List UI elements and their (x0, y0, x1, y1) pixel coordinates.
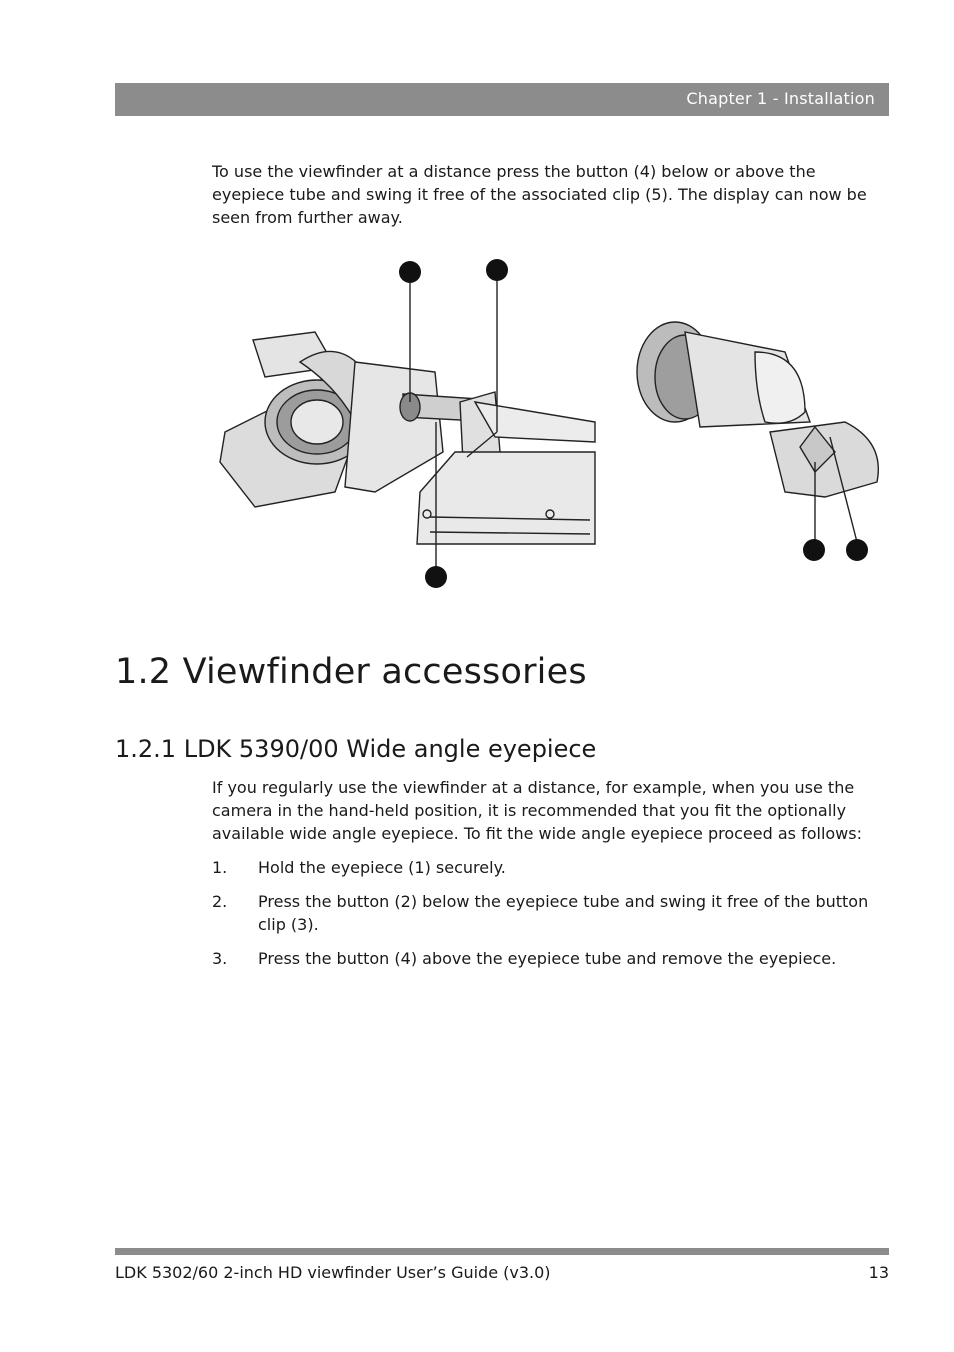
step-text: Press the button (4) above the eyepiece tube and remove the eyepiece. (258, 949, 837, 968)
step-number: 3. (212, 949, 228, 968)
chapter-title: Chapter 1 - Installation (686, 89, 875, 108)
list-item (212, 890, 882, 936)
footer-title: LDK 5302/60 2-inch HD viewfinder User’s Guide (v3.0) (115, 1263, 551, 1282)
subsection-paragraph: If you regularly use the viewfinder at a distance, for example, when you use the camera in the hand-held position, it is recommended that you fit the optionally available wide angle eyepiece. To fit the wide angle eyepiece proceed as follows: (212, 778, 862, 843)
step-text: Hold the eyepiece (1) securely. (258, 858, 506, 877)
list-item (212, 856, 882, 879)
viewfinder-eyepiece-illustration (205, 252, 895, 597)
step-number: 1. (212, 858, 228, 877)
subsection-heading: 1.2.1 LDK 5390/00 Wide angle eyepiece (115, 735, 597, 763)
section-heading: 1.2 Viewfinder accessories (115, 652, 587, 692)
intro-paragraph: To use the viewfinder at a distance press the button (4) below or above the eyepiece tube and swing it free of the associated clip (5). The display can now be seen from further away. (212, 162, 867, 227)
chapter-header-bar (115, 83, 889, 116)
step-number: 2. (212, 892, 228, 911)
list-item (212, 947, 882, 970)
procedure-steps (212, 856, 882, 981)
footer-rule (115, 1248, 889, 1255)
page-number: 13 (868, 1263, 889, 1282)
step-text: Press the button (2) below the eyepiece tube and swing it free of the button clip (3). (258, 892, 869, 934)
viewfinder-illustration (205, 252, 895, 597)
